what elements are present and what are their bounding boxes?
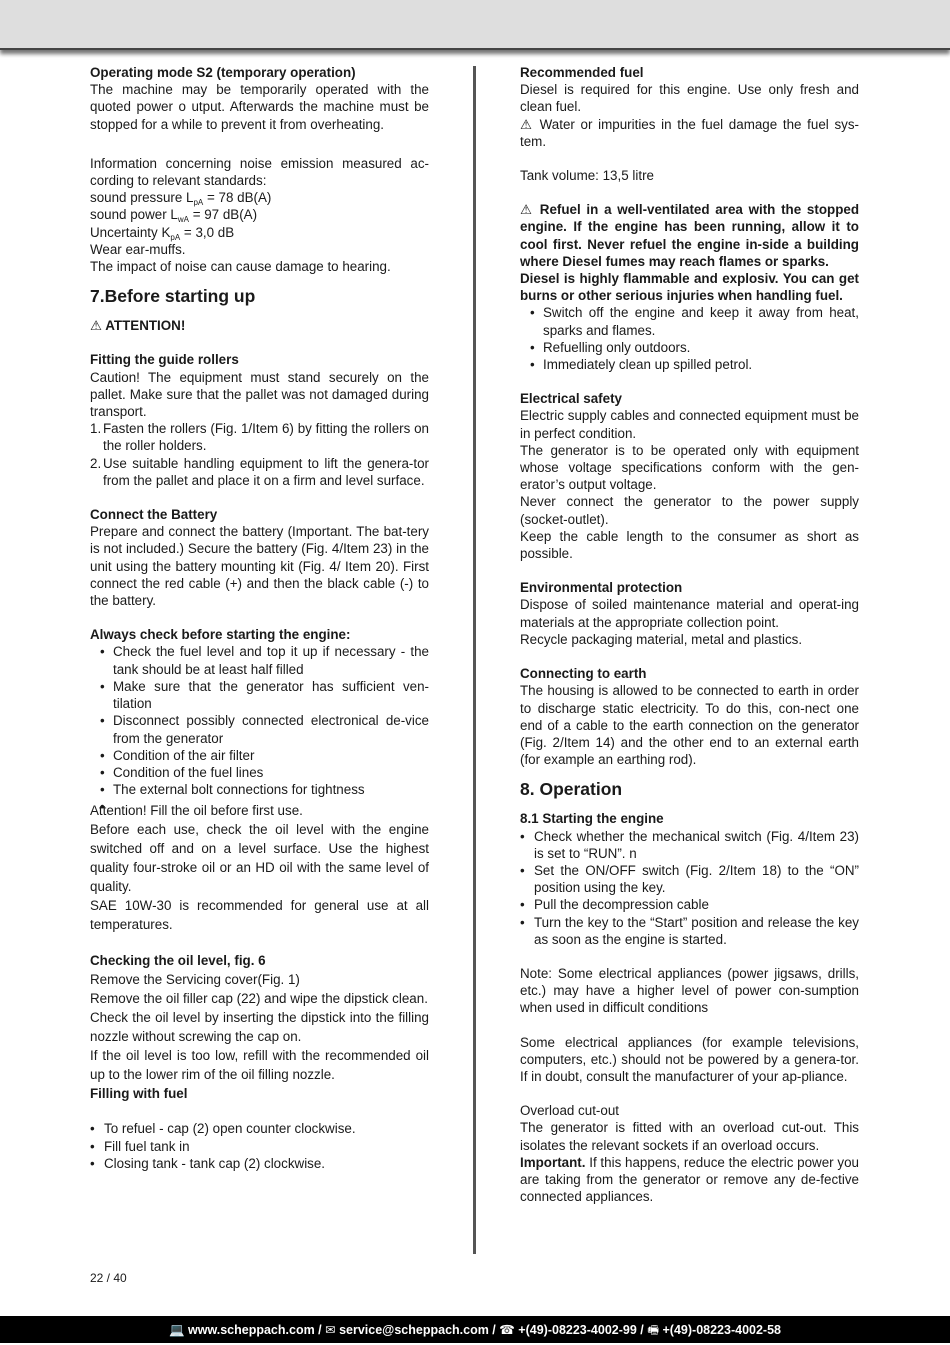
electrical-text-2: The generator is to be operated only with equipment whose voltage specifications conform with the gen-erator’s output voltage. [520, 442, 859, 493]
start-title: 8.1 Starting the engine [520, 811, 664, 827]
oil-level-step-3: Check the oil level by inserting the dipstick into the filling nozzle without screwing the cap on. [90, 1010, 429, 1045]
oil-level-step-2: Remove the oil filler cap (22) and wipe the dipstick clean. [90, 991, 428, 1007]
rollers-text: Caution! The equipment must stand securely on the pallet. Make sure that the pallet was not damaged during transport. [90, 369, 429, 420]
oil-text-1: Before each use, check the oil level with the engine switched off and on a level surface. Use the highest quality four-stroke oil or an HD oil with the same level of quality. [90, 822, 429, 895]
rollers-title: Fitting the guide rollers [90, 352, 239, 368]
rollers-step: 2. Use suitable handling equipment to lift the genera-tor from the pallet and place it on a firm and level surface. [90, 455, 429, 488]
overload-text: The generator is fitted with an overload cut-out. This isolates the relevant sockets if an overload occurs. [520, 1120, 859, 1153]
environment-text-1: Dispose of soiled maintenance material and operat-ing materials at the appropriate collection point. [520, 597, 859, 630]
header-bar [0, 0, 950, 50]
electrical-title: Electrical safety [520, 391, 622, 407]
s2-text: The machine may be temporarily operated with the quoted power o utput. Afterwards the machine must be stopped for a while to prevent it from overheating. [90, 82, 429, 132]
diesel-warning: Diesel is highly flammable and explosiv. You can get burns or other serious injuries when handling fuel. [520, 271, 859, 304]
check-item: • Disconnect possibly connected electronical de-vice from the generator [90, 712, 429, 746]
oil-text-2: SAE 10W-30 is recommended for general use at all temperatures. [90, 898, 429, 933]
check-title: Always check before starting the engine: [90, 627, 351, 643]
oil-attention: Attention! Fill the oil before first use. [90, 803, 303, 819]
tank-volume: Tank volume: 13,5 litre [520, 168, 654, 184]
rollers-steps [90, 420, 429, 489]
electrical-text-4: Keep the cable length to the consumer as short as possible. [520, 528, 859, 562]
earth-text: The housing is allowed to be connected to earth in order to discharge static electricity. To do this, con-nect one end of a cable to the earth connection on the generator (Fig. 2/Item 14) and the other end to an external earth (for example an earthing rod). [520, 683, 859, 768]
s2-title: Operating mode S2 (temporary operation) [90, 65, 356, 80]
note-1: Note: Some electrical appliances (power jigsaws, drills, etc.) may have a higher level of power con-sumption when used in difficult conditions [520, 965, 859, 1016]
attention-label: ⚠ ATTENTION! [90, 318, 186, 334]
fuel-safety-item: • Refuelling only outdoors. [520, 339, 859, 356]
battery-title: Connect the Battery [90, 507, 218, 523]
footer-phone: +(49)-08223-4002-99 / [514, 1323, 648, 1337]
start-step: • Set the ON/OFF switch (Fig. 2/Item 18) to the “ON” position using the key. [520, 862, 859, 896]
fax-icon: 🖷 [647, 1323, 660, 1337]
oil-level-title: Checking the oil level, fig. 6 [90, 953, 266, 969]
noise-pressure: sound pressure $L_{pA} = 78$ dB(A) [90, 190, 272, 208]
fuel-title: Recommended fuel [520, 65, 644, 80]
column-divider [473, 66, 476, 1254]
fuel-safety-list [520, 304, 859, 373]
refuel-warning: ⚠ Refuel in a well-ventilated area with the stopped engine. If the engine has been running, allow it to cool first. Never refuel the engine in-side a building where Diesel fumes may reach flames or sparks. [520, 202, 859, 269]
environment-text-2: Recycle packaging material, metal and plastics. [520, 631, 803, 647]
battery-text: Prepare and connect the battery (Important. The bat-tery is not included.) Secure the battery (Fig. 4/Item 23) in the unit using the battery mounting kit (Fig. 4/ Item 20). First connect the red cable (+) and then the black cable (-) to the battery. [90, 524, 429, 609]
environment-title: Environmental protection [520, 580, 683, 596]
footer-fax: +(49)-08223-4002-58 [659, 1323, 781, 1337]
right-column [520, 64, 859, 1205]
oil-level-step-4: If the oil level is too low, refill with the recommended oil up to the lower rim of the oil filling nozzle. [90, 1048, 429, 1083]
start-step: • Pull the decompression cable [520, 896, 859, 913]
overload-title: Overload cut-out [520, 1103, 619, 1119]
computer-icon: 💻 [168, 1323, 185, 1337]
noise-power: sound power $L_{wA} = 97$ dB(A) [90, 207, 258, 225]
fuel-safety-item: • Immediately clean up spilled petrol. [520, 356, 859, 373]
oil-level-step-1: Remove the Servicing cover(Fig. 1) [90, 972, 300, 988]
check-item: • The external bolt connections for tightness [90, 781, 429, 798]
check-list [90, 643, 429, 798]
start-step: • Check whether the mechanical switch (Fig. 4/Item 23) is set to “RUN”. n [520, 828, 859, 862]
footer-website[interactable]: www.scheppach.com / [184, 1323, 326, 1337]
left-column [90, 64, 429, 1172]
check-item: • Make sure that the generator has sufficient ven-tilation [90, 678, 429, 712]
noise-impact: The impact of noise can cause damage to hearing. [90, 259, 391, 275]
section-8-heading: 8. Operation [520, 779, 623, 800]
electrical-text-3: Never connect the generator to the power supply (socket-outlet). [520, 494, 859, 527]
note-2: Some electrical appliances (for example televisions, computers, etc.) should not be powered by a genera-tor. If in doubt, consult the manufacturer of your ap-pliance. [520, 1034, 859, 1084]
fuel-safety-item: • Switch off the engine and keep it away from heat, sparks and flames. [520, 304, 859, 338]
fuel-fill-list [90, 1120, 429, 1172]
earth-title: Connecting to earth [520, 666, 647, 682]
electrical-text-1: Electric supply cables and connected equipment must be in perfect condition. [520, 408, 859, 441]
check-item: • Condition of the air filter [90, 747, 429, 764]
noise-intro: Information concerning noise emission measured ac-cording to relevant standards: [90, 155, 429, 189]
important-label: Important. [520, 1154, 586, 1170]
start-list [520, 828, 859, 948]
fuel-fill-item: • To refuel - cap (2) open counter clockwise. [90, 1120, 429, 1137]
fuel-warning: ⚠ Water or impurities in the fuel damage the fuel sys-tem. [520, 116, 859, 149]
noise-earmuffs: Wear ear-muffs. [90, 241, 186, 257]
start-step: • Turn the key to the “Start” position and release the key as soon as the engine is started. [520, 914, 859, 948]
fuel-fill-item: • Fill fuel tank in [90, 1138, 429, 1155]
rollers-step: 1. Fasten the rollers (Fig. 1/Item 6) by fitting the rollers on the roller holders. [90, 421, 429, 454]
section-7-heading: 7.Before starting up [90, 286, 256, 307]
noise-uncertainty: Uncertainty $K_{pA} = 3,0$ dB [90, 224, 235, 242]
important-note: Important. If this happens, reduce the electric power you are taking from the generator or remove any de-fective connected appliances. [520, 1154, 859, 1205]
check-item: • Check the fuel level and top it up if necessary - the tank should be at least half filled [90, 643, 429, 677]
phone-icon: ☎ [499, 1323, 515, 1337]
page-number: 22 / 40 [90, 1271, 127, 1285]
fuel-text: Diesel is required for this engine. Use only fresh and clean fuel. [520, 82, 859, 115]
check-item: • Condition of the fuel lines [90, 764, 429, 781]
fuel-fill-item: • Closing tank - tank cap (2) clockwise. [90, 1155, 429, 1172]
footer-email[interactable]: service@scheppach.com / [335, 1323, 500, 1337]
mail-icon: ✉ [325, 1323, 336, 1337]
footer-bar [0, 1316, 950, 1343]
fuel-fill-title: Filling with fuel [90, 1086, 188, 1102]
